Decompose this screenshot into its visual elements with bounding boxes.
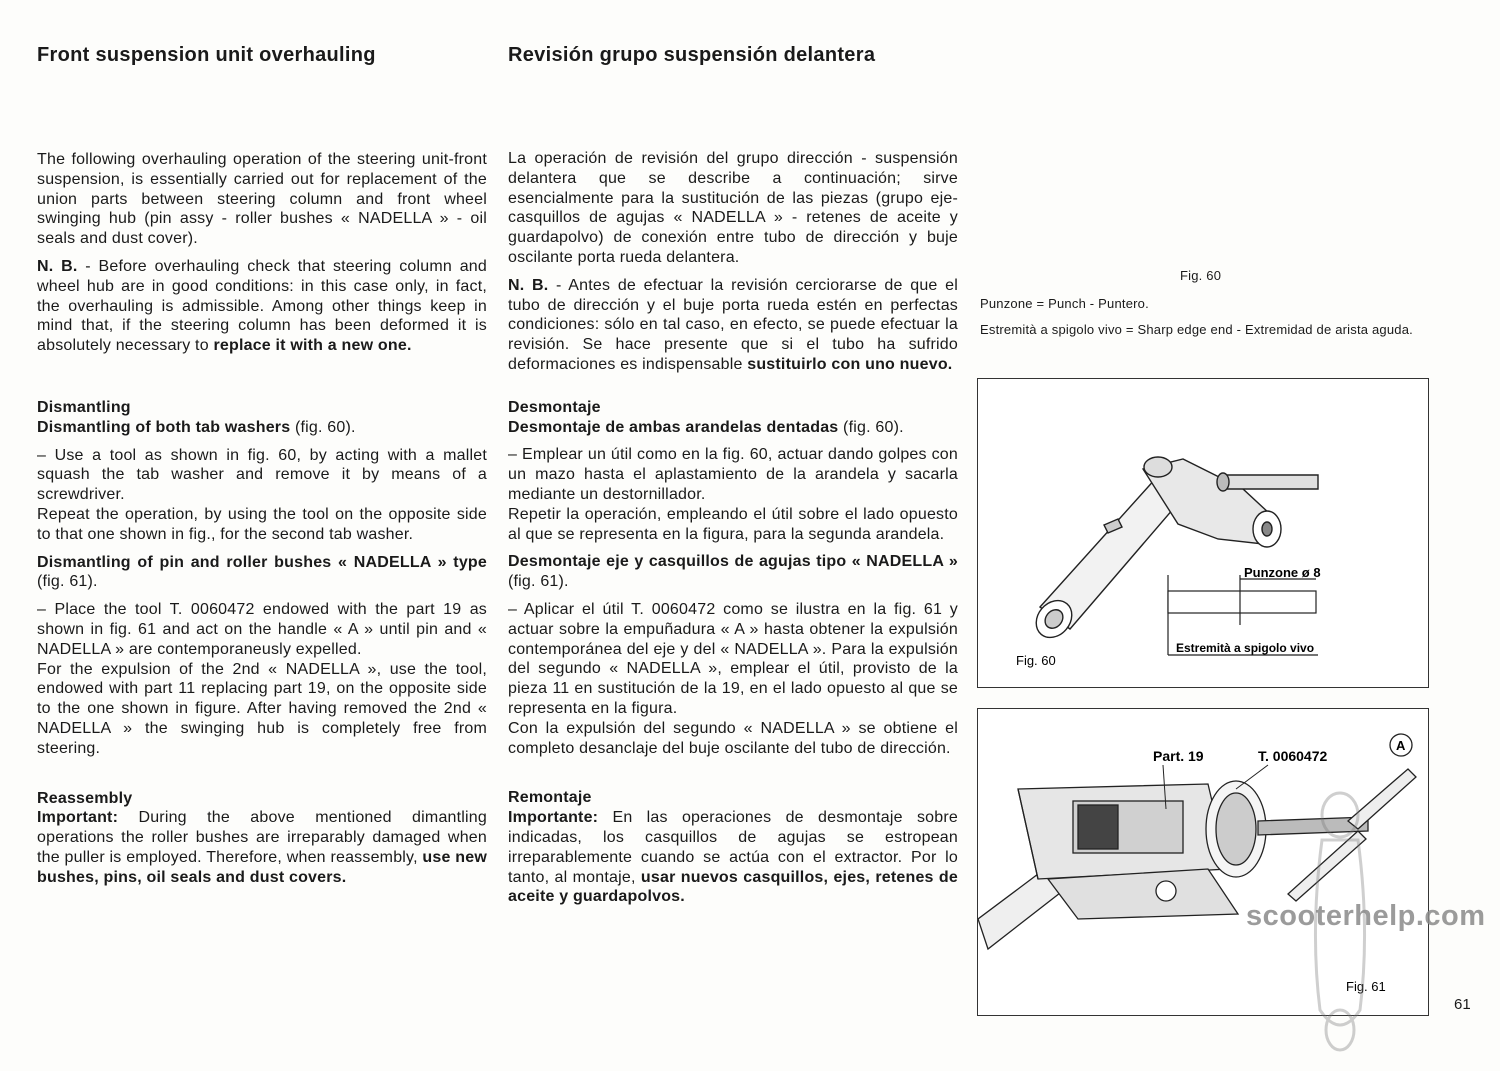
english-nb bbox=[37, 257, 487, 356]
english-nb-text: - Before overhauling check that steering column and wheel hub are in good conditions: in this case only, in fact, the overhauling is admissible. Among other things keep in mind that, if the steering column has been deformed it is absolutely necessary to bbox=[37, 257, 487, 355]
english-pin-ref: (fig. 61). bbox=[37, 573, 98, 591]
fig61-inner-caption: Fig. 61 bbox=[1346, 979, 1386, 994]
english-dismantling-heading: Dismantling bbox=[37, 398, 131, 416]
spanish-nb bbox=[508, 276, 958, 375]
english-tab-text: – Use a tool as shown in fig. 60, by acting with a mallet squash the tab washer and remove it by means of a screwdriver. bbox=[37, 446, 487, 504]
spanish-body bbox=[508, 149, 958, 915]
spanish-title: Revisión grupo suspensión delantera bbox=[508, 44, 876, 66]
fig61-handle-label: A bbox=[1396, 738, 1406, 753]
spanish-tab-ref: (fig. 60). bbox=[838, 418, 904, 436]
figure-60 bbox=[977, 378, 1429, 688]
fig61-part-label: Part. 19 bbox=[1153, 748, 1204, 764]
spanish-nb-bold: sustituirlo con uno nuevo. bbox=[747, 355, 953, 373]
english-nb-bold: replace it with a new one. bbox=[213, 337, 412, 355]
spanish-intro: La operación de revisión del grupo dirección - suspensión delantera que se describe a continuación; sirve esencialmente para la sustitución de las piezas (grupo eje-casquillos de agujas « NADELLA » - retenes de aceite y guardapolvo) de conexión entre tubo de dirección y buje oscilante porta rueda delantera. bbox=[508, 150, 958, 266]
spanish-important-bold: usar nuevos casquillos, ejes, retenes de aceite y guardapolvos. bbox=[508, 868, 958, 906]
english-tab-text2: Repeat the operation, by using the tool on the opposite side to that one shown in fig., for the second tab washer. bbox=[37, 505, 487, 543]
spanish-tab-heading: Desmontaje de ambas arandelas dentadas bbox=[508, 418, 839, 436]
english-tab-heading: Dismantling of both tab washers bbox=[37, 418, 291, 436]
spanish-pin-text: – Aplicar el útil T. 0060472 como se ilustra en la fig. 61 y actuar sobre la empuñadura « A » hasta obtener la expulsión contemporánea del eje y del « NADELLA ». Para la expulsión del segundo « NADELLA », emplear el útil, provisto de la pieza 11 en sustitución de la 19, en el lado opuesto al que se representa en la figura. bbox=[508, 600, 958, 717]
spanish-important-label: Importante: bbox=[508, 809, 599, 827]
english-pin-subheading bbox=[37, 553, 487, 593]
spanish-nb-text: - Antes de efectuar la revisión cerciorarse de que el tubo de dirección y el buje porta rueda estén en perfectas condiciones: sólo en tal caso, en efecto, se puede efectuar la revisión. Se hace presente que si el tubo ha sufrido deformaciones es indispensable bbox=[508, 276, 958, 373]
english-important-text: During the above mentioned dimantling operations the roller bushes are irreparably damaged when the puller is employed. Therefore, when reassembly, bbox=[37, 809, 487, 866]
spanish-important-text: En las operaciones de desmontaje sobre indicadas, los casquillos de agujas se estropean irreparablemente cuando se actúa con el extractor. Por lo tanto, al montaje, bbox=[508, 809, 958, 886]
english-important-label: Important: bbox=[37, 809, 119, 827]
english-important bbox=[37, 808, 487, 887]
english-nb-label: N. B. bbox=[37, 257, 78, 275]
spanish-pin-text2: Con la expulsión del segundo « NADELLA » se obtiene el completo desanclaje del buje oscilante del tubo de dirección. bbox=[508, 719, 958, 757]
watermark-text: scooterhelp.com bbox=[1246, 900, 1486, 932]
english-reassembly-heading: Reassembly bbox=[37, 789, 133, 807]
spanish-reassembly-heading: Remontaje bbox=[508, 789, 592, 807]
page-number: 61 bbox=[1454, 996, 1471, 1013]
fig60-drawing bbox=[978, 379, 1428, 687]
english-pin-text: – Place the tool T. 0060472 endowed with the part 19 as shown in fig. 61 and act on the handle « A » until pin and « NADELLA » are contemporaneusly expelled. bbox=[37, 601, 487, 658]
spanish-tab-subheading bbox=[508, 418, 958, 438]
english-tab-subheading bbox=[37, 418, 487, 438]
english-important-bold: use new bushes, pins, oil seals and dust covers. bbox=[37, 848, 487, 886]
spanish-tab-text2: Repetir la operación, empleando el útil sobre el lado opuesto al que se representa en la figura, para la segunda arandela. bbox=[508, 505, 958, 543]
spanish-pin-heading: Desmontaje eje y casquillos de agujas tipo « NADELLA » bbox=[508, 553, 958, 571]
spanish-important bbox=[508, 808, 958, 907]
english-pin-heading: Dismantling of pin and roller bushes « NADELLA » type bbox=[37, 553, 487, 571]
fig60-caption-top: Fig. 60 bbox=[1180, 268, 1222, 283]
legend-punch: Punzone = Punch - Puntero. bbox=[980, 296, 1149, 311]
english-tab-ref: (fig. 60). bbox=[290, 418, 356, 436]
spanish-nb-label: N. B. bbox=[508, 276, 549, 294]
english-title: Front suspension unit overhauling bbox=[37, 44, 376, 66]
spanish-tab-text: – Emplear un útil como en la fig. 60, actuar dando golpes con un mazo hasta el aplastamiento de la arandela y sacarla mediante un destornillador. bbox=[508, 446, 958, 503]
spanish-dismantling-heading: Desmontaje bbox=[508, 398, 601, 416]
fig61-tool-label: T. 0060472 bbox=[1258, 748, 1328, 764]
english-intro: The following overhauling operation of the steering unit-front suspension, is essentially carried out for replacement of the union parts between steering column and front wheel swinging hub (pin assy - roller bushes « NADELLA » - oil seals and dust cover). bbox=[37, 151, 487, 248]
english-pin-text2: For the expulsion of the 2nd « NADELLA », use the tool, endowed with part 11 replacing part 19, on the opposite side to the one shown in figure. After having removed the 2nd « NADELLA » the swinging hub is completely free from steering. bbox=[37, 660, 487, 757]
legend-edge: Estremità a spigolo vivo = Sharp edge end - Extremidad de arista aguda. bbox=[980, 322, 1413, 337]
fig60-inner-caption: Fig. 60 bbox=[1016, 653, 1056, 668]
english-body bbox=[37, 150, 487, 896]
spanish-pin-subheading bbox=[508, 552, 958, 592]
spanish-pin-ref: (fig. 61). bbox=[508, 573, 569, 591]
fig60-punch-label: Punzone ø 8 bbox=[1244, 565, 1321, 580]
fig60-edge-label: Estremità a spigolo vivo bbox=[1176, 641, 1315, 655]
